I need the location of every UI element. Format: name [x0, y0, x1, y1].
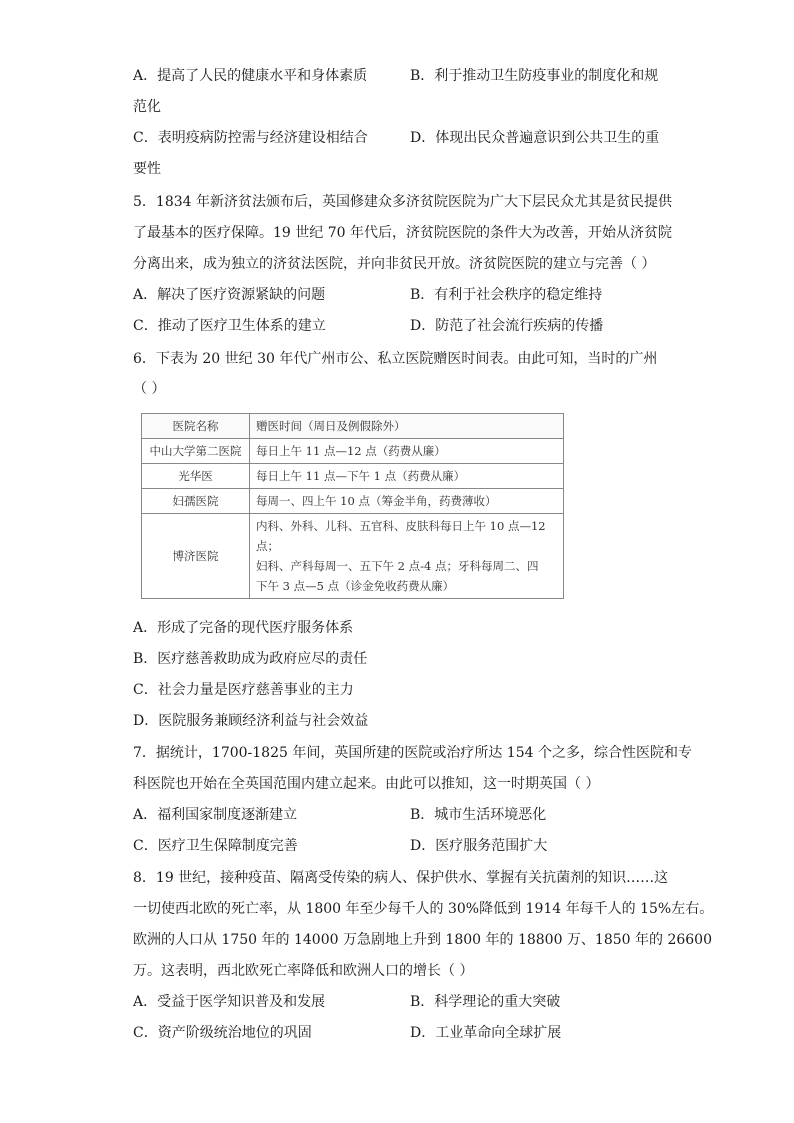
q8-option-b[interactable]: B．科学理论的重大突破: [410, 994, 561, 1010]
hospital-name-cell: 光华医: [142, 464, 250, 489]
table-header-cell: 赠医时间（周日及例假除外）: [250, 414, 564, 439]
q8-stem-line4: 万。这表明，西北欧死亡率降低和欧洲人口的增长（ ）: [133, 963, 474, 979]
q7-option-b[interactable]: B．城市生活环境恶化: [410, 807, 547, 823]
q6-option-b[interactable]: B．医疗慈善救助成为政府应尽的责任: [133, 651, 368, 667]
q7-stem: 7．据统计，1700-1825 年间，英国所建的医院或治疗所达 154 个之多，综合性医院和专: [133, 745, 692, 761]
q6-stem: 6．下表为 20 世纪 30 年代广州市公、私立医院赠医时间表。由此可知，当时的广州: [133, 351, 658, 367]
table-header-row: [142, 414, 564, 439]
schedule-cell: 每日上午 11 点—12 点（药费从廉）: [250, 439, 564, 464]
q4-option-d[interactable]: D．体现出民众普遍意识到公共卫生的重: [410, 130, 660, 146]
schedule-line: 下午 3 点—5 点（诊金免收药费从廉）: [256, 579, 455, 593]
q4-option-a[interactable]: A．提高了人民的健康水平和身体素质: [133, 68, 368, 84]
q7-stem-line2: 科医院也开始在全英国范围内建立起来。由此可以推知，这一时期英国（ ）: [133, 776, 600, 792]
hospital-name-cell: 妇孺医院: [142, 489, 250, 514]
q7-option-d[interactable]: D．医疗服务范围扩大: [410, 838, 548, 854]
q5-stem-line3: 分离出来，成为独立的济贫法医院，并向非贫民开放。济贫院医院的建立与完善（ ）: [133, 256, 656, 272]
schedule-cell: [250, 514, 564, 599]
q5-option-d[interactable]: D．防范了社会流行疾病的传播: [410, 318, 604, 334]
q5-stem-line2: 了最基本的医疗保障。19 世纪 70 年代后，济贫院医院的条件大为改善，开始从济贫院: [133, 225, 672, 241]
hospital-schedule-table: [141, 413, 564, 599]
table-row: [142, 464, 564, 489]
schedule-line: 内科、外科、儿科、五官科、皮肤科每日上午 10 点—12 点；: [256, 519, 546, 553]
q4-option-c[interactable]: C．表明疫病防控需与经济建设相结合: [133, 130, 368, 146]
q4-option-d-cont: 要性: [133, 161, 161, 177]
schedule-cell: 每日上午 11 点—下午 1 点（药费从廉）: [250, 464, 564, 489]
q4-option-b[interactable]: B．利于推动卫生防疫事业的制度化和规: [410, 68, 659, 84]
q5-option-b[interactable]: B．有利于社会秩序的稳定维持: [410, 287, 603, 303]
schedule-cell: 每周一、四上午 10 点（筹金半角，药费薄收）: [250, 489, 564, 514]
q6-option-a[interactable]: A．形成了完备的现代医疗服务体系: [133, 620, 354, 636]
q4-option-b-cont: 范化: [133, 99, 161, 115]
q6-option-d[interactable]: D．医院服务兼顾经济利益与社会效益: [133, 713, 369, 729]
q7-option-c[interactable]: C．医疗卫生保障制度完善: [133, 838, 298, 854]
q8-option-a[interactable]: A．受益于医学知识普及和发展: [133, 994, 326, 1010]
q8-stem-line3: 欧洲的人口从 1750 年的 14000 万急剧地上升到 1800 年的 18800 万、1850 年的 26600: [133, 932, 712, 948]
q8-stem-line2: 一切使西北欧的死亡率，从 1800 年至少每千人的 30%降低到 1914 年每千人的 15%左右。: [133, 901, 714, 917]
q8-option-d[interactable]: D．工业革命向全球扩展: [410, 1025, 562, 1041]
q8-stem: 8．19 世纪，接种疫苗、隔离受传染的病人、保护供水、掌握有关抗菌剂的知识……这: [133, 870, 669, 886]
table-header-cell: 医院名称: [142, 414, 250, 439]
table-row: [142, 489, 564, 514]
q6-option-c[interactable]: C．社会力量是医疗慈善事业的主力: [133, 682, 354, 698]
q6-stem-line2: （ ）: [133, 381, 166, 397]
q5-option-a[interactable]: A．解决了医疗资源紧缺的问题: [133, 287, 326, 303]
q8-option-c[interactable]: C．资产阶级统治地位的巩固: [133, 1025, 312, 1041]
q7-option-a[interactable]: A．福利国家制度逐渐建立: [133, 807, 298, 823]
q5-stem: 5．1834 年新济贫法颁布后，英国修建众多济贫院医院为广大下层民众尤其是贫民提供: [133, 194, 672, 210]
hospital-name-cell: 中山大学第二医院: [142, 439, 250, 464]
table-row: [142, 514, 564, 599]
q5-option-c[interactable]: C．推动了医疗卫生体系的建立: [133, 318, 326, 334]
hospital-name-cell: 博济医院: [142, 514, 250, 599]
table-row: [142, 439, 564, 464]
schedule-line: 妇科、产科每周一、五下午 2 点-4 点；牙科每周二、四: [256, 559, 539, 573]
